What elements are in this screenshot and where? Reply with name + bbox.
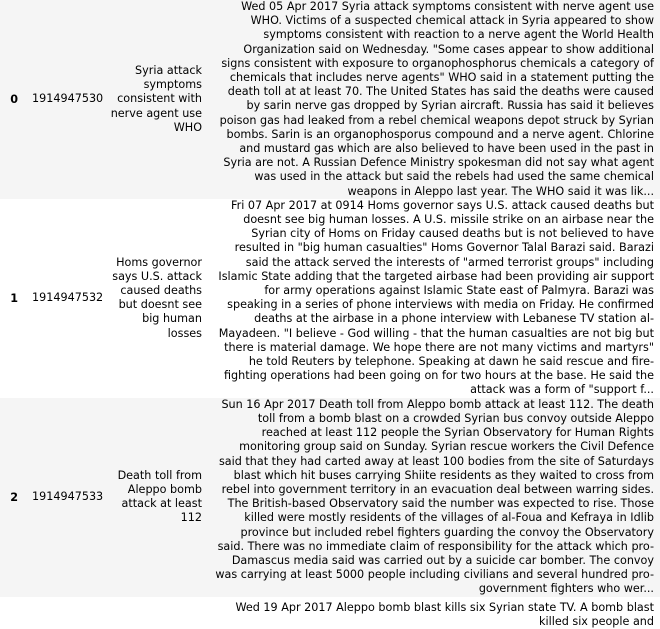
- row-text-cell: Wed 05 Apr 2017 Syria attack symptoms consistent with nerve agent use WHO. Victims of a suspected chemical attack in Syria appeared to show symptoms consistent with reaction to a nerve agent the World Health Organization said on Wednesday. "Some cases appear to show additional signs consistent with exposure to organophosphorus chemicals a category of chemicals that includes nerve agents" WHO said in a statement putting the death toll at at least 70. The United States has said the deaths were caused by sarin nerve gas dropped by Syrian aircraft. Russia has said it believes poison gas had leaked from a rebel chemical weapons depot struck by Syrian bombs. Sarin is an organophosporus compound and a nerve agent. Chlorine and mustard gas which are also believed to have been used in the past in Syria are not. A Russian Defence Ministry spokesman did not say what agent was used in the attack but said the rebels had used the same chemical weapons in Aleppo last year. The WHO said it was lik...: [208, 0, 660, 199]
- table-row: [0, 597, 660, 629]
- row-title-cell: Syria attack symptoms consistent with nerve agent use WHO: [104, 0, 208, 199]
- row-index: [0, 597, 26, 629]
- row-id-cell: [26, 597, 104, 629]
- row-index: 0: [0, 0, 26, 199]
- row-title-cell: Death toll from Aleppo bomb attack at least 112: [104, 398, 208, 597]
- row-text-cell: Sun 16 Apr 2017 Death toll from Aleppo bomb attack at least 112. The death toll from a bomb blast on a crowded Syrian bus convoy outside Aleppo reached at least 112 people the Syrian Observatory for Human Rights monitoring group said on Sunday. Syrian rescue workers the Civil Defence said that they had carted away at least 100 bodies from the site of Saturdays blast which hit buses carrying Shiite residents as they waited to cross from rebel into government territory in an evacuation deal between warring sides. The British-based Observatory said the number was expected to rise. Those killed were mostly residents of the villages of al-Foua and Kefraya in Idlib province but included rebel fighters guarding the convoy the Observatory said. There was no immediate claim of responsibility for the attack which pro-Damascus media said was carried out by a suicide car bomber. The convoy was carrying at least 5000 people including civilians and several hundred pro-government fighters who wer...: [208, 398, 660, 597]
- row-index: 1: [0, 199, 26, 398]
- table-row: [0, 199, 660, 398]
- row-text-cell: Fri 07 Apr 2017 at 0914 Homs governor says U.S. attack caused deaths but doesnt see big human losses. A U.S. missile strike on an airbase near the Syrian city of Homs on Friday caused deaths but is not believed to have resulted in "big human casualties" Homs Governor Talal Barazi said. Barazi said the attack served the interests of "armed terrorist groups" including Islamic State adding that the targeted airbase had been providing air support for army operations against Islamic State east of Palmyra. Barazi was speaking in a series of phone interviews with media on Friday. He confirmed deaths at the airbase in a phone interview with Lebanese TV station al-Mayadeen. "I believe - God willing - that the human casualties are not big but there is material damage. We hope there are not many victims and martyrs" he told Reuters by telephone. Speaking at dawn he said rescue and fire-fighting operations had been going on for two hours at the base. He said the attack was a form of "support f...: [208, 199, 660, 398]
- row-title-cell: Homs governor says U.S. attack caused deaths but doesnt see big human losses: [104, 199, 208, 398]
- row-id-cell: 1914947533: [26, 398, 104, 597]
- row-title-cell: [104, 597, 208, 629]
- row-id-cell: 1914947532: [26, 199, 104, 398]
- row-text-cell: Wed 19 Apr 2017 Aleppo bomb blast kills six Syrian state TV. A bomb blast killed six people and: [208, 597, 660, 629]
- table-row: [0, 0, 660, 199]
- row-index: 2: [0, 398, 26, 597]
- table-row: [0, 398, 660, 597]
- row-id-cell: 1914947530: [26, 0, 104, 199]
